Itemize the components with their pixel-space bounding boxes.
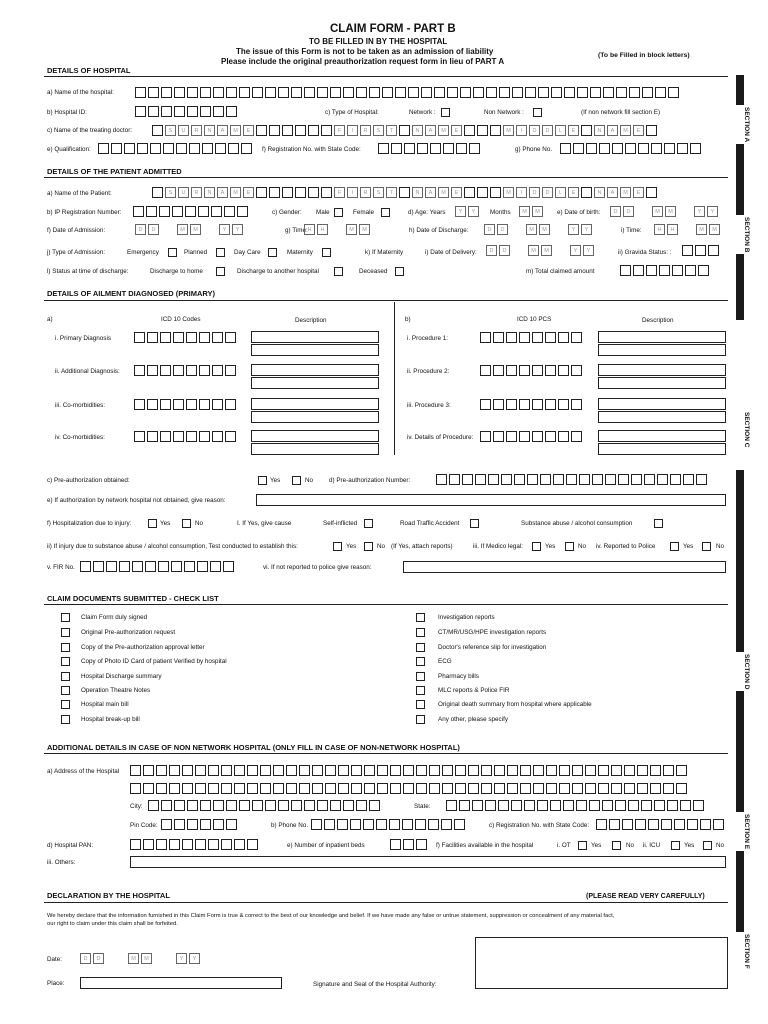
male-label: Male — [316, 209, 330, 216]
others-label: iii. Others: — [47, 859, 76, 866]
state-boxes[interactable] — [446, 800, 704, 811]
address-label: a) Address of the Hospital — [47, 768, 120, 775]
header-line2: The issue of this Form is not to be taken as an admission of liability — [236, 47, 494, 56]
address-line-2[interactable] — [130, 783, 687, 794]
discharge-time-boxes[interactable]: H H M M — [654, 224, 720, 235]
procedure-2-label: ii. Procedure 2: — [407, 368, 450, 375]
female-checkbox[interactable] — [381, 208, 390, 217]
police-no-label: No — [716, 543, 725, 550]
deceased-label: Deceased — [359, 268, 388, 275]
check-main-bill-label: Hospital main bill — [81, 701, 129, 708]
nn-phone-label: b) Phone No. — [271, 822, 309, 829]
check-ot-notes[interactable] — [61, 686, 70, 695]
substance-label: Substance abuse / alcohol consumption — [521, 520, 633, 527]
preauth-number-boxes[interactable] — [436, 474, 707, 485]
procedure-3-desc-2[interactable] — [598, 411, 726, 423]
check-mlc[interactable] — [416, 686, 425, 695]
check-ct-mr-label: CT/MR/USG/HPE investigation reports — [438, 629, 547, 636]
phone-boxes[interactable] — [560, 143, 701, 154]
check-any-other-label: Any other, please specify — [438, 716, 509, 723]
admission-type-label: j) Type of Admission: — [47, 249, 105, 256]
emergency-checkbox[interactable] — [168, 248, 177, 257]
preauth-yes-label: Yes — [270, 477, 281, 484]
nn-registration-boxes[interactable] — [596, 819, 724, 830]
ot-yes-checkbox[interactable] — [578, 841, 587, 850]
non-network-label: Non Network : — [484, 109, 524, 116]
procedure-1-desc-2[interactable] — [598, 344, 726, 356]
police-yes-checkbox[interactable] — [670, 542, 679, 551]
test-yes-checkbox[interactable] — [333, 542, 342, 551]
check-ecg[interactable] — [416, 657, 425, 666]
declaration-text-1: We hereby declare that the information furnished in this Claim Form is true & correct to the best of our knowledge and belief. If we have made any false or untrue statement, suppression or concealment of any material fact, — [47, 913, 615, 919]
checklist-heading: CLAIM DOCUMENTS SUBMITTED - CHECK LIST — [47, 594, 219, 603]
procedure-3-label: iii. Procedure 3: — [407, 402, 451, 409]
section-a-label: SECTION A — [730, 105, 750, 144]
gender-label: c) Gender: — [272, 209, 302, 216]
city-label: City: — [130, 803, 143, 810]
planned-checkbox[interactable] — [216, 248, 225, 257]
icu-yes-label: Yes — [684, 842, 695, 849]
pan-boxes[interactable] — [130, 839, 258, 850]
dod-boxes[interactable]: D D M M Y Y — [484, 224, 592, 235]
check-breakup-bill[interactable] — [61, 715, 70, 724]
age-years-boxes[interactable]: Y Y — [455, 206, 479, 217]
form-title: CLAIM FORM - PART B — [330, 23, 456, 35]
medico-legal-label: iii. If Medico legal: — [473, 543, 524, 550]
primary-diagnosis-label: i. Primary Diagnosis — [55, 335, 111, 342]
block-letters-note: (To be Filled in block letters) — [598, 52, 690, 59]
phone-label: g) Phone No. — [515, 146, 553, 153]
signature-seal-box[interactable] — [475, 937, 728, 989]
age-label: d) Age: Years — [408, 209, 446, 216]
non-network-checkbox[interactable] — [533, 108, 542, 117]
check-discharge-summary[interactable] — [61, 672, 70, 681]
test-yes-label: Yes — [346, 543, 357, 550]
test-no-checkbox[interactable] — [364, 542, 373, 551]
comorbidities-1-desc-1[interactable] — [251, 398, 379, 410]
check-approval-letter[interactable] — [61, 643, 70, 652]
check-investigation[interactable] — [416, 613, 425, 622]
ot-label: i. OT — [557, 842, 571, 849]
icu-yes-checkbox[interactable] — [671, 841, 680, 850]
procedure-3-desc-1[interactable] — [598, 398, 726, 410]
section-f-label: SECTION F — [730, 932, 750, 971]
procedure-1-label: i. Procedure 1: — [407, 335, 448, 342]
doctor-name-label: c) Name of the treating doctor: — [47, 127, 133, 134]
dod-label: h) Date of Discharge: — [409, 227, 469, 234]
self-inflicted-checkbox[interactable] — [364, 519, 373, 528]
declaration-date-boxes[interactable]: D D M M Y Y — [80, 953, 200, 964]
delivery-date-boxes[interactable]: D D M M Y Y — [486, 245, 594, 256]
procedure-details-code[interactable] — [480, 431, 582, 442]
discharge-another-checkbox[interactable] — [334, 267, 343, 276]
discharge-another-label: Discharge to another hospital — [237, 268, 319, 275]
ailment-a-label: a) — [47, 316, 53, 323]
facilities-label: f) Facilities available in the hospital — [436, 842, 534, 849]
place-field[interactable] — [80, 977, 282, 989]
dob-boxes[interactable]: D D M M Y Y — [610, 206, 718, 217]
check-preauth-request[interactable] — [61, 628, 70, 637]
hospital-id-boxes[interactable] — [135, 106, 237, 117]
medico-no-checkbox[interactable] — [565, 542, 574, 551]
check-photo-id[interactable] — [61, 657, 70, 666]
rta-label: Road Traffic Accident — [400, 520, 460, 527]
primary-diagnosis-desc-1[interactable] — [251, 331, 379, 343]
medico-yes-label: Yes — [545, 543, 556, 550]
procedure-details-label: iv. Details of Procedure: — [407, 434, 474, 441]
check-breakup-bill-label: Hospital break-up bill — [81, 716, 140, 723]
pan-label: d) Hospital PAN: — [47, 842, 94, 849]
check-claim-form-label: Claim Form duly signed — [81, 614, 148, 621]
pin-boxes[interactable] — [161, 819, 237, 830]
doctor-name-boxes[interactable]: S U R N A M E F I R S T N A M E M I D D L E N A M E — [152, 125, 657, 136]
no-auth-reason-label: e) If authorization by network hospital not obtained, give reason: — [47, 497, 226, 504]
additional-diagnosis-desc-2[interactable] — [251, 377, 379, 389]
patient-heading: DETAILS OF THE PATIENT ADMITTED — [47, 167, 182, 176]
check-pharmacy-label: Pharmacy bills — [438, 673, 479, 680]
beds-label: e) Number of inpatient beds — [287, 842, 365, 849]
procedure-description-header: Description — [642, 317, 674, 324]
non-network-note: (If non network fill section E) — [581, 109, 661, 116]
rta-checkbox[interactable] — [470, 519, 479, 528]
test-no-label: No — [377, 543, 386, 550]
qualification-label: e) Qualification: — [47, 146, 91, 153]
procedure-2-code[interactable] — [480, 365, 582, 376]
planned-label: Planned — [184, 249, 208, 256]
claimed-amount-boxes[interactable] — [620, 265, 709, 276]
discharge-status-label: l) Status at time of discharge: — [47, 268, 129, 275]
female-label: Female — [353, 209, 374, 216]
side-bar-cdef — [736, 470, 744, 970]
icu-no-label: No — [716, 842, 725, 849]
check-preauth-request-label: Original Pre-authorization request — [81, 629, 176, 636]
attach-reports-note: (If Yes, attach reports) — [391, 543, 453, 550]
icd10pcs-header: ICD 10 PCS — [517, 316, 552, 323]
delivery-date-label: i) Date of Delivery: — [425, 249, 477, 256]
comorbidities-2-desc-1[interactable] — [251, 430, 379, 442]
hospital-type-label: c) Type of Hospital: — [325, 109, 379, 116]
icu-label: ii. ICU — [643, 842, 661, 849]
date-label: Date: — [47, 956, 63, 963]
gravida-label: ii) Gravida Status: : — [618, 249, 672, 256]
procedure-2-desc-1[interactable] — [598, 364, 726, 376]
preauth-no-label: No — [305, 477, 314, 484]
ot-yes-label: Yes — [591, 842, 602, 849]
discharge-home-label: Discharge to home — [150, 268, 203, 275]
medico-yes-checkbox[interactable] — [532, 542, 541, 551]
injury-yes-checkbox[interactable] — [148, 519, 157, 528]
gravida-boxes[interactable] — [682, 245, 719, 256]
declaration-text-2: our right to claim under this claim shall be forfeited. — [47, 921, 178, 927]
maternity-label: Maternity — [287, 249, 313, 256]
comorbidities-1-code[interactable] — [134, 399, 236, 410]
icd10-header: ICD 10 Codes — [161, 316, 201, 323]
qualification-boxes[interactable] — [98, 143, 252, 154]
claimed-amount-label: m) Total claimed amount — [526, 268, 595, 275]
check-main-bill[interactable] — [61, 700, 70, 709]
check-investigation-label: Investigation reports — [438, 614, 495, 621]
preauth-yes-checkbox[interactable] — [258, 476, 267, 485]
icu-no-checkbox[interactable] — [703, 841, 712, 850]
diagnosis-description-header: Description — [295, 317, 327, 324]
comorbidities-1-desc-2[interactable] — [251, 411, 379, 423]
if-maternity-label: k) If Maternity — [365, 249, 404, 256]
section-d-label: SECTION D — [730, 652, 750, 691]
state-label: State: — [414, 803, 431, 810]
header-line1: TO BE FILLED IN BY THE HOSPITAL — [309, 37, 448, 46]
check-death-summary[interactable] — [416, 700, 425, 709]
preauth-number-label: d) Pre-authorization Number: — [329, 477, 411, 484]
discharge-time-label: i) Time: — [621, 227, 642, 234]
primary-diagnosis-code[interactable] — [134, 332, 236, 343]
hospital-heading: DETAILS OF HOSPITAL — [47, 66, 131, 75]
section-e-label: SECTION E — [730, 812, 750, 851]
admission-time-label: g) Time: — [285, 227, 308, 234]
doa-label: f) Date of Admission: — [47, 227, 106, 234]
check-approval-letter-label: Copy of the Pre-authorization approval letter — [81, 644, 205, 651]
others-field[interactable] — [130, 856, 726, 868]
ailment-b-label: b) — [405, 316, 411, 323]
police-yes-label: Yes — [683, 543, 694, 550]
preauth-obtained-label: c) Pre-authorization obtained: — [47, 477, 130, 484]
dob-label: e) Date of birth: — [557, 209, 601, 216]
nn-registration-label: c) Registration No. with State Code: — [489, 822, 590, 829]
substance-checkbox[interactable] — [654, 519, 663, 528]
address-line-1[interactable] — [130, 765, 687, 776]
procedure-1-desc-1[interactable] — [598, 331, 726, 343]
ip-label: b) IP Registration Number: — [47, 209, 122, 216]
age-months-boxes[interactable]: M M — [519, 206, 543, 217]
city-boxes[interactable] — [148, 800, 380, 811]
comorbidities-1-label: iii. Co-morbidities: — [55, 402, 106, 409]
fir-boxes[interactable] — [80, 561, 234, 572]
section-b-label: SECTION B — [730, 215, 750, 254]
non-network-heading: ADDITIONAL DETAILS IN CASE OF NON NETWORK HOSPITAL (ONLY FILL IN CASE OF NON-NETWORK HOSPITAL) — [47, 743, 460, 752]
check-photo-id-label: Copy of Photo ID Card of patient Verified by hospital — [81, 658, 227, 665]
nn-phone-boxes[interactable] — [311, 819, 465, 830]
additional-diagnosis-desc-1[interactable] — [251, 364, 379, 376]
comorbidities-2-label: iv. Co-morbidities: — [55, 434, 105, 441]
comorbidities-2-code[interactable] — [134, 431, 236, 442]
deceased-checkbox[interactable] — [395, 267, 404, 276]
place-label: Place: — [47, 980, 65, 987]
signature-label: Signature and Seal of the Hospital Authority: — [313, 981, 437, 988]
patient-name-label: a) Name of the Patient: — [47, 190, 112, 197]
ot-no-checkbox[interactable] — [612, 841, 621, 850]
emergency-label: Emergency — [127, 249, 159, 256]
hospital-name-boxes[interactable] — [135, 87, 679, 98]
no-auth-reason-field[interactable] — [256, 494, 726, 506]
not-reported-label: vi. If not reported to police give reason: — [263, 564, 372, 571]
network-label: Network : — [409, 109, 436, 116]
test-label: ii) If injury due to substance abuse / alcohol consumption, Test conducted to establish this: — [47, 543, 298, 550]
injury-no-label: No — [195, 520, 204, 527]
procedure-1-code[interactable] — [480, 332, 582, 343]
hospital-id-label: b) Hospital ID: — [47, 109, 87, 116]
daycare-checkbox[interactable] — [268, 248, 277, 257]
check-death-summary-label: Original death summary from hospital where applicable — [438, 701, 592, 708]
beds-boxes[interactable] — [390, 839, 427, 850]
check-ecg-label: ECG — [438, 658, 452, 665]
check-ot-notes-label: Operation Theatre Notes — [81, 687, 151, 694]
injury-label: f) Hospitalization due to injury: — [47, 520, 132, 527]
read-carefully-note: (PLEASE READ VERY CAREFULLY) — [586, 893, 705, 900]
procedure-details-desc-2[interactable] — [598, 443, 726, 455]
maternity-checkbox[interactable] — [322, 248, 331, 257]
medico-no-label: No — [578, 543, 587, 550]
check-discharge-summary-label: Hospital Discharge summary — [81, 673, 162, 680]
ailment-heading: DETAILS OF AILMENT DIAGNOSED (PRIMARY) — [47, 289, 216, 298]
check-ct-mr[interactable] — [416, 628, 425, 637]
doa-boxes[interactable]: D D M M Y Y — [135, 224, 243, 235]
additional-diagnosis-label: ii. Additional Diagnosis: — [55, 368, 120, 375]
header-line3: Please include the original preauthorization request form in lieu of PART A — [221, 57, 505, 66]
injury-no-checkbox[interactable] — [182, 519, 191, 528]
admission-time-boxes[interactable]: H H M M — [304, 224, 370, 235]
comorbidities-2-desc-2[interactable] — [251, 443, 379, 455]
patient-name-boxes[interactable]: S U R N A M E F I R S T N A M E M I D D L E N A M E — [152, 187, 657, 198]
registration-boxes[interactable] — [378, 143, 480, 154]
check-mlc-label: MLC reports & Police FIR — [438, 687, 510, 694]
reported-police-label: iv. Reported to Police — [596, 543, 656, 550]
procedure-details-desc-1[interactable] — [598, 430, 726, 442]
daycare-label: Day Care — [234, 249, 261, 256]
check-any-other[interactable] — [416, 715, 425, 724]
police-no-checkbox[interactable] — [702, 542, 711, 551]
pin-label: Pin Code: — [130, 822, 158, 829]
check-pharmacy[interactable] — [416, 672, 425, 681]
registration-label: f) Registration No. with State Code: — [262, 146, 361, 153]
fir-label: v. FIR No. — [47, 564, 75, 571]
ip-boxes[interactable] — [133, 206, 248, 217]
procedure-3-code[interactable] — [480, 399, 582, 410]
network-checkbox[interactable] — [441, 108, 450, 117]
not-reported-field[interactable] — [403, 561, 726, 573]
check-reference-slip[interactable] — [416, 643, 425, 652]
months-label: Months — [490, 209, 511, 216]
self-inflicted-label: Self-inflicted — [323, 520, 358, 527]
hospital-name-label: a) Name of the hospital: — [47, 89, 114, 96]
male-checkbox[interactable] — [334, 208, 343, 217]
check-claim-form[interactable] — [61, 613, 70, 622]
preauth-no-checkbox[interactable] — [292, 476, 301, 485]
additional-diagnosis-code[interactable] — [134, 365, 236, 376]
injury-yes-label: Yes — [160, 520, 171, 527]
ot-no-label: No — [626, 842, 635, 849]
declaration-heading: DECLARATION BY THE HOSPITAL — [47, 891, 170, 900]
check-reference-slip-label: Doctor's reference slip for investigation — [438, 644, 547, 651]
primary-diagnosis-desc-2[interactable] — [251, 344, 379, 356]
section-c-label: SECTION C — [730, 410, 750, 449]
procedure-2-desc-2[interactable] — [598, 377, 726, 389]
injury-cause-label: I. If Yes, give cause — [237, 520, 292, 527]
discharge-home-checkbox[interactable] — [216, 267, 225, 276]
